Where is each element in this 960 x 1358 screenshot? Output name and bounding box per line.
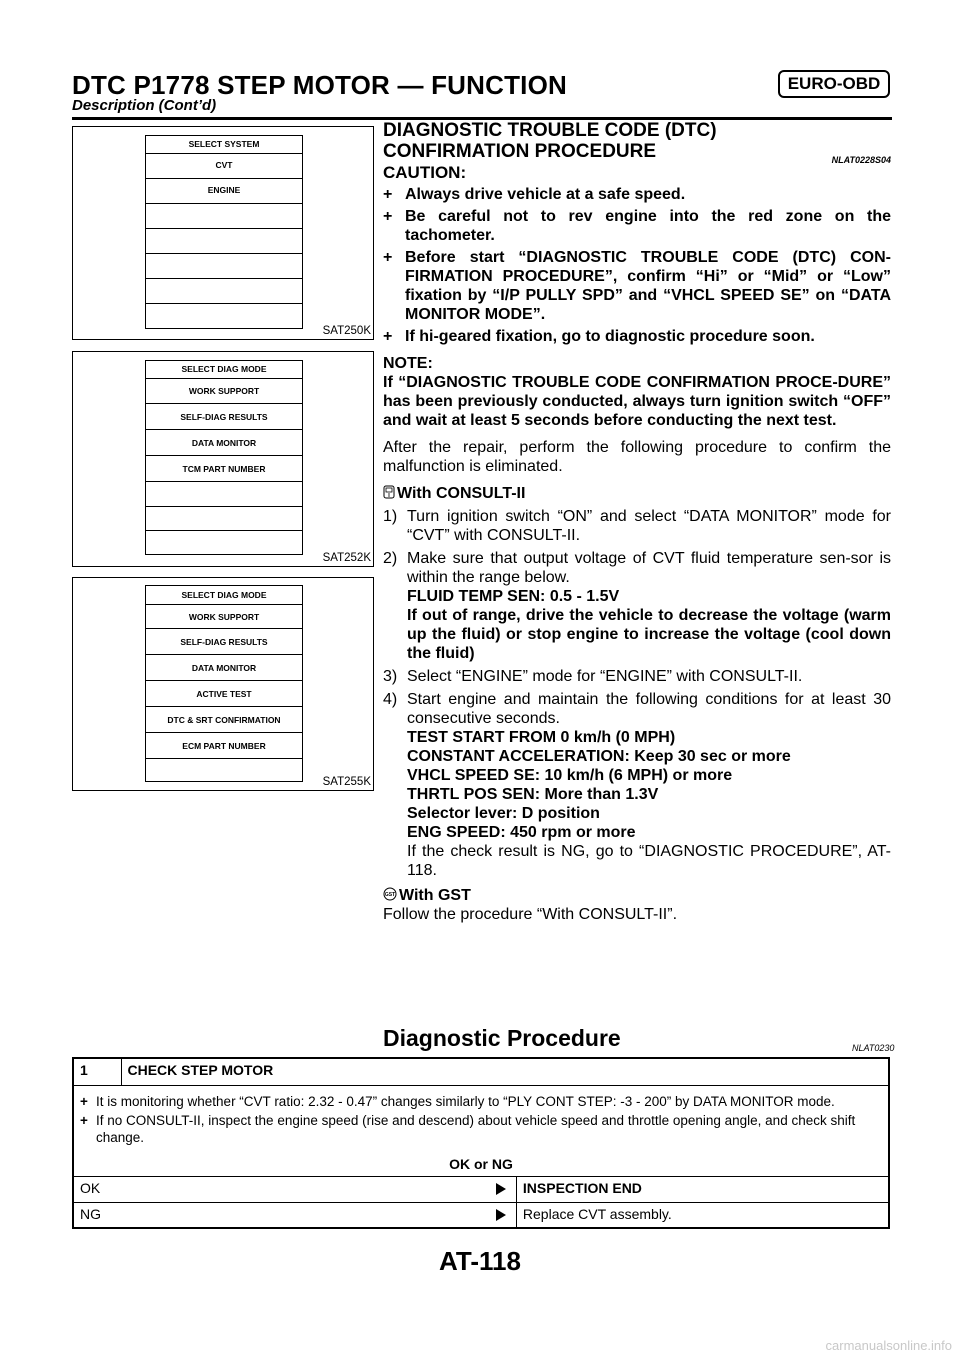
screen-row	[146, 531, 302, 554]
screen-row: CVT	[146, 154, 302, 179]
step-number: 1	[73, 1058, 121, 1085]
step-detail: TEST START FROM 0 km/h (0 MPH)	[407, 729, 676, 746]
screen-row: ACTIVE TEST	[146, 681, 302, 707]
table-row	[73, 1176, 889, 1202]
table-row	[73, 1058, 889, 1085]
watermark: carmanualsonline.info	[825, 1338, 952, 1353]
euro-obd-badge: EURO-OBD	[778, 70, 890, 98]
outcome-ng: NG	[73, 1202, 516, 1228]
page-number: AT-118	[439, 1246, 521, 1276]
gst-heading: GST With GST	[384, 887, 471, 904]
step-detail: Selector lever: D position	[407, 805, 600, 822]
procedure-step: 4) Start engine and maintain the following conditions for at least 30 consecutive seconds. TEST START FROM 0 km/h (0 MPH) CONSTANT ACCELERATION: Keep 30 sec or more VHCL SPEED SE: 10 km/h (6 MPH) or more THRTL POS SEN: More than 1.3V Selector lever: D position ENG SPEED: 450 rpm or more If the check result is NG, go to “DIAGNOSTIC PROCEDURE”, AT-118.	[383, 691, 891, 879]
screen-row: DTC & SRT CONFIRMATION	[146, 707, 302, 733]
consult-ii-icon	[383, 485, 395, 499]
step-detail: VHCL SPEED SE: 10 km/h (6 MPH) or more	[407, 767, 733, 784]
screen-row	[146, 759, 302, 781]
reference-code: NLAT0228S04	[831, 155, 891, 165]
figure-caption: SAT255K	[322, 776, 371, 788]
consult-screen-panel	[145, 585, 303, 782]
screen-row	[146, 482, 302, 507]
outcome-ok-action: INSPECTION END	[516, 1176, 889, 1202]
caution-item: + If hi-geared fixation, go to diagnostic procedure soon.	[383, 327, 891, 346]
outcome-ng-action: Replace CVT assembly.	[516, 1202, 889, 1228]
page-title: DTC P1778 STEP MOTOR — FUNCTION	[72, 70, 567, 100]
diagnostic-procedure-table	[72, 1057, 890, 1229]
procedure-step: 2) Make sure that output voltage of CVT fluid temperature sen-sor is within the range below. FLUID TEMP SEN: 0.5 - 1.5V If out of range, drive the vehicle to decrease the voltage (warm up the fluid) or stop engine to increase the voltage (cool down the fluid)	[383, 550, 891, 662]
figure-caption: SAT250K	[322, 325, 371, 337]
screen-row: ECM PART NUMBER	[146, 733, 302, 759]
step-detail: ENG SPEED: 450 rpm or more	[407, 824, 636, 841]
caution-item: + Be careful not to rev engine into the red zone on the tachometer.	[383, 207, 891, 245]
step-detail: If out of range, drive the vehicle to decrease the voltage (warm up the fluid) or stop engine to increase the voltage (cool down the fluid)	[407, 607, 891, 662]
figure-select-system	[72, 126, 374, 340]
step-title: CHECK STEP MOTOR	[121, 1058, 889, 1085]
result-label: OK or NG	[449, 1155, 513, 1172]
figure-caption: SAT252K	[322, 552, 371, 564]
step-detail: If the check result is NG, go to “DIAGNOSTIC PROCEDURE”, AT-118.	[407, 843, 891, 879]
figure-select-diag-mode-ecm	[72, 577, 374, 791]
screen-row	[146, 204, 302, 229]
caution-item: + Always drive vehicle at a safe speed.	[383, 185, 891, 204]
list-item: + If no CONSULT-II, inspect the engine speed (rise and descend) about vehicle speed and throttle opening angle, and check shift change.	[80, 1112, 882, 1146]
caution-label: CAUTION:	[383, 163, 467, 182]
screen-row	[146, 304, 302, 328]
reference-code: NLAT0230	[852, 1043, 895, 1053]
note-text: If “DIAGNOSTIC TROUBLE CODE CONFIRMATION PROCE-DURE” has been previously conducted, always turn ignition switch “OFF” and wait at least 5 seconds before conducting the next test.	[383, 374, 891, 429]
table-row	[73, 1202, 889, 1228]
diagnostic-procedure-title: Diagnostic Procedure	[383, 1025, 621, 1051]
consult-screen-panel	[145, 135, 303, 329]
screen-row: TCM PART NUMBER	[146, 456, 302, 482]
caution-item: + Before start “DIAGNOSTIC TROUBLE CODE (DTC) CON-FIRMATION PROCEDURE”, confirm “Hi” or “Mid” or “Low” fixation by “I/P PULLY SPD” and “VHCL SPEED SE” on “DATA MONITOR MODE”.	[383, 248, 891, 324]
screen-row: DATA MONITOR	[146, 655, 302, 681]
screen-row: WORK SUPPORT	[146, 605, 302, 629]
table-row	[73, 1085, 889, 1176]
arrow-right-icon	[496, 1209, 506, 1221]
screen-row	[146, 229, 302, 254]
after-repair-text: After the repair, perform the following procedure to confirm the malfunction is eliminated.	[383, 439, 891, 475]
note-label: NOTE:	[383, 355, 433, 372]
screen-row: ENGINE	[146, 179, 302, 204]
figure-select-diag-mode-tcm	[72, 351, 374, 567]
dtc-confirmation-section	[383, 120, 891, 924]
consult-heading: With CONSULT-II	[383, 484, 891, 503]
screen-row: WORK SUPPORT	[146, 379, 302, 404]
screen-row: SELF-DIAG RESULTS	[146, 629, 302, 655]
screen-row: SELF-DIAG RESULTS	[146, 404, 302, 430]
page-subtitle: Description (Cont’d)	[72, 97, 217, 114]
consult-screen-panel	[145, 360, 303, 555]
list-item: + It is monitoring whether “CVT ratio: 2.32 - 0.47” changes similarly to “PLY CONT STEP: -3 - 200” by DATA MONITOR mode.	[80, 1093, 882, 1110]
svg-text:GST: GST	[384, 892, 396, 898]
screen-row	[146, 507, 302, 531]
screen-row	[146, 254, 302, 279]
step-detail: THRTL POS SEN: More than 1.3V	[407, 786, 659, 803]
section-title: NLAT0228S04 DIAGNOSTIC TROUBLE CODE (DTC) CONFIRMATION PROCEDURE	[383, 120, 891, 162]
screen-row: SELECT SYSTEM	[146, 136, 302, 154]
screen-row: SELECT DIAG MODE	[146, 586, 302, 605]
screen-row: DATA MONITOR	[146, 430, 302, 456]
screen-row: SELECT DIAG MODE	[146, 361, 302, 379]
procedure-step: 3) Select “ENGINE” mode for “ENGINE” with CONSULT-II.	[383, 668, 803, 685]
procedure-step: 1) Turn ignition switch “ON” and select “DATA MONITOR” mode for “CVT” with CONSULT-II.	[383, 508, 891, 544]
gst-icon	[383, 887, 397, 901]
screen-row	[146, 279, 302, 304]
step-body	[73, 1085, 889, 1176]
step-detail: CONSTANT ACCELERATION: Keep 30 sec or more	[407, 748, 791, 765]
outcome-ok: OK	[73, 1176, 516, 1202]
gst-text: Follow the procedure “With CONSULT-II”.	[383, 906, 678, 923]
arrow-right-icon	[496, 1183, 506, 1195]
step-detail: FLUID TEMP SEN: 0.5 - 1.5V	[407, 588, 620, 605]
